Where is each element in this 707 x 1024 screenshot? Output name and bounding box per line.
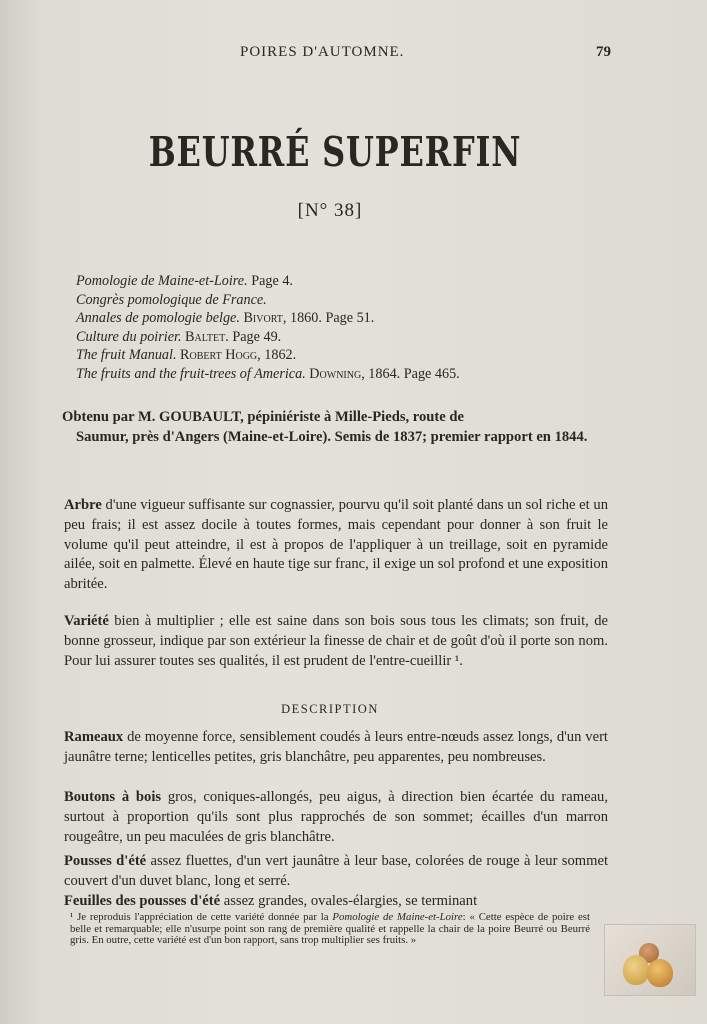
reference-item: Congrès pomologique de France. — [76, 291, 267, 308]
paragraph-lead: Arbre — [64, 497, 102, 513]
origin-first-line: Obtenu par M. GOUBAULT, pépiniériste à Mille-Pieds, route de — [62, 409, 465, 425]
reference-item: Culture du poirier. Baltet. Page 49. — [76, 328, 282, 345]
section-title: DESCRIPTION — [281, 702, 379, 716]
reference-list — [76, 272, 460, 383]
pear-icon — [647, 959, 673, 987]
variete-paragraph — [64, 612, 608, 671]
reference-item: The fruits and the fruit-trees of America. Downing, 1864. Page 465. — [76, 365, 460, 382]
page-number: 79 — [596, 44, 611, 60]
paragraph-lead: Feuilles des pousses d'été — [64, 893, 221, 909]
footnote-source: Pomologie de Maine-et-Loire — [332, 911, 463, 923]
paragraph-text: gros, coniques-allongés, peu aigus, à direction bien écartée du rameau, surtout à proportion qu'ils sont plus rapprochés de son sommet; écailles d'un marron rougeâtre, un peu maculées de gris blanchâtre. — [64, 789, 609, 845]
arbre-paragraph — [64, 496, 608, 595]
boutons-paragraph — [64, 788, 608, 847]
variety-number: [N° 38] — [297, 200, 363, 221]
origin-rest: Saumur, près d'Angers (Maine-et-Loire). Semis de 1837; premier rapport en 1844. — [76, 428, 588, 445]
pear-icon — [623, 955, 649, 985]
paragraph-lead: Rameaux — [64, 729, 124, 745]
reference-item: The fruit Manual. Robert Hogg, 1862. — [76, 347, 297, 363]
paragraph-text: d'une vigueur suffisante sur cognassier, pourvu qu'il soit planté dans un sol riche et un peu frais; il est assez docile à toutes formes, mais cependant pour donner à son fruit le volume qu'il peut atteindre, il est à propos de l'appliquer à un treillage, soit en pyramide ailée, soit en palmette. Élevé en haute tige sur franc, il exige un sol profond et une exposition abritée. — [64, 497, 608, 593]
origin-paragraph — [62, 408, 614, 447]
paragraph-lead: Boutons à bois — [64, 789, 162, 805]
reference-item: Pomologie de Maine-et-Loire. Page 4. — [76, 273, 293, 289]
paragraph-text: de moyenne force, sensiblement coudés à leurs entre-nœuds assez longs, d'un vert jaunâtre terne; lenticelles petites, gris blanchâtre, peu apparentes, peu nombreuses. — [64, 729, 608, 765]
rameaux-paragraph — [64, 728, 608, 768]
footnote-intro: ¹ Je reproduis l'appréciation de cette variété donnée par la — [70, 911, 333, 923]
footnote-quote: : « Cette espèce de poire est belle et remarquable; elle n'usurpe point son rang de première qualité et rappelle la chair de la poire Beurré ou Beurré gris. En outre, cette variété est d'un bon rapport, sans trop multiplier ses fruits. » — [70, 911, 590, 947]
pousses-paragraph — [64, 852, 608, 892]
paragraph-lead: Variété — [64, 613, 109, 629]
paragraph-lead: Pousses d'été — [64, 853, 147, 869]
paragraph-text: assez grandes, ovales-élargies, se terminant — [220, 893, 478, 909]
pear-thumbnail-image — [604, 924, 696, 996]
running-head: POIRES D'AUTOMNE. — [240, 44, 405, 60]
feuilles-paragraph — [64, 892, 608, 912]
paragraph-text: bien à multiplier ; elle est saine dans son bois sous tous les climats; son fruit, de bonne grosseur, indique par son extérieur la finesse de chair et de goût d'où il porte son nom. Pour lui assurer toutes ses qualités, il est prudent de l'entre-cueillir ¹. — [64, 613, 608, 669]
footnote — [70, 912, 590, 947]
paragraph-text: assez fluettes, d'un vert jaunâtre à leur base, colorées de rouge à leur sommet couvert d'un duvet blanc, long et serré. — [64, 853, 608, 889]
reference-item: Annales de pomologie belge. Bivort, 1860. Page 51. — [76, 310, 375, 326]
page-title: BEURRÉ SUPERFIN — [148, 128, 522, 176]
